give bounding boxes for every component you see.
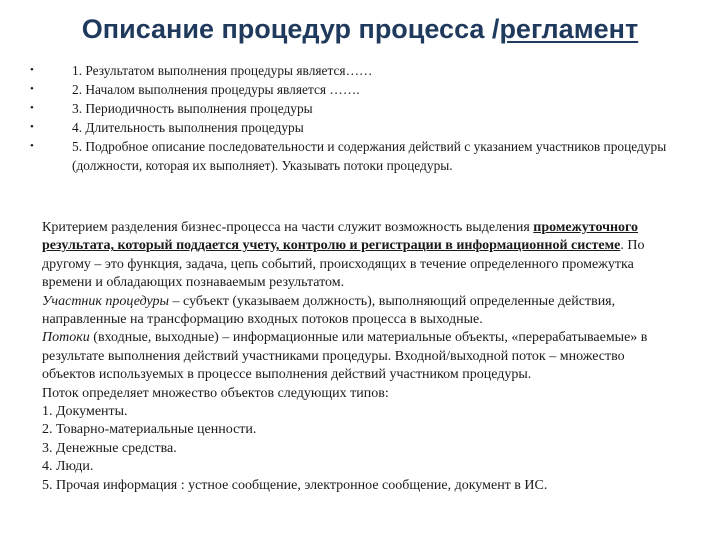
bullet-marker: • (30, 121, 34, 133)
flow-type-item: 4. Люди. (42, 459, 94, 475)
title-underlined: регламент (499, 14, 639, 44)
participant-term: Участник процедуры (42, 293, 170, 309)
bullet-item (30, 118, 670, 137)
flow-type-item: 5. Прочая информация : устное сообщение, электронное сообщение, документ в ИС. (42, 477, 548, 493)
bullet-text: 3. Периодичность выполнения процедуры (72, 101, 313, 116)
participant-paragraph (42, 293, 672, 330)
flows-term: Потоки (42, 330, 90, 346)
bullet-marker: • (30, 83, 34, 95)
bullet-marker: • (30, 140, 34, 152)
criterion-emphasis: промежуточного результата, который поддается учету, контролю и регистрации в информационной системе (42, 220, 639, 254)
flow-type-item: 2. Товарно-материальные ценности. (42, 422, 257, 438)
bullet-item (30, 80, 670, 99)
flow-type-item: 3. Денежные средства. (42, 440, 177, 456)
bullet-text: 2. Началом выполнения процедуры является ……. (72, 82, 360, 97)
flows-definition: (входные, выходные) – информационные или материальные объекты, «перерабатываемые» в результате выполнения действий участниками процедуры. Входной/выходной поток – множество объектов используемых в процессе выполнения действий участником процедуры. (42, 330, 648, 383)
flow-types-intro: Поток определяет множество объектов следующих типов: (42, 385, 389, 401)
criterion-end: . По другому – это функция, задача, цепь событий, происходящих в течение определенного промежутка времени и обладающих познаваемым результатом. (42, 238, 645, 291)
bullet-marker: • (30, 102, 34, 114)
bullet-text: 1. Результатом выполнения процедуры является…… (72, 63, 373, 78)
flow-type-item: 1. Документы. (42, 404, 128, 420)
bullet-item (30, 61, 670, 80)
flows-paragraph (42, 329, 672, 384)
bullet-text: 5. Подробное описание последовательности и содержания действий с указанием участников процедуры (должности, которая их выполняет). Указывать потоки процедуры. (72, 139, 667, 173)
slide-title (0, 14, 720, 45)
body-text (42, 219, 672, 495)
criterion-start: Критерием разделения бизнес-процесса на части служит возможность выделения (42, 220, 534, 235)
criterion-paragraph (42, 219, 672, 293)
title-main: Описание процедур процесса / (81, 14, 500, 44)
procedure-bullet-list (30, 61, 670, 175)
bullet-item (30, 99, 670, 118)
participant-definition: – субъект (указываем должность), выполняющий определенные действия, направленные на трансформацию входных потоков процесса в выходные. (42, 293, 616, 328)
bullet-item (30, 137, 670, 175)
bullet-marker: • (30, 64, 34, 76)
bullet-text: 4. Длительность выполнения процедуры (72, 120, 304, 135)
